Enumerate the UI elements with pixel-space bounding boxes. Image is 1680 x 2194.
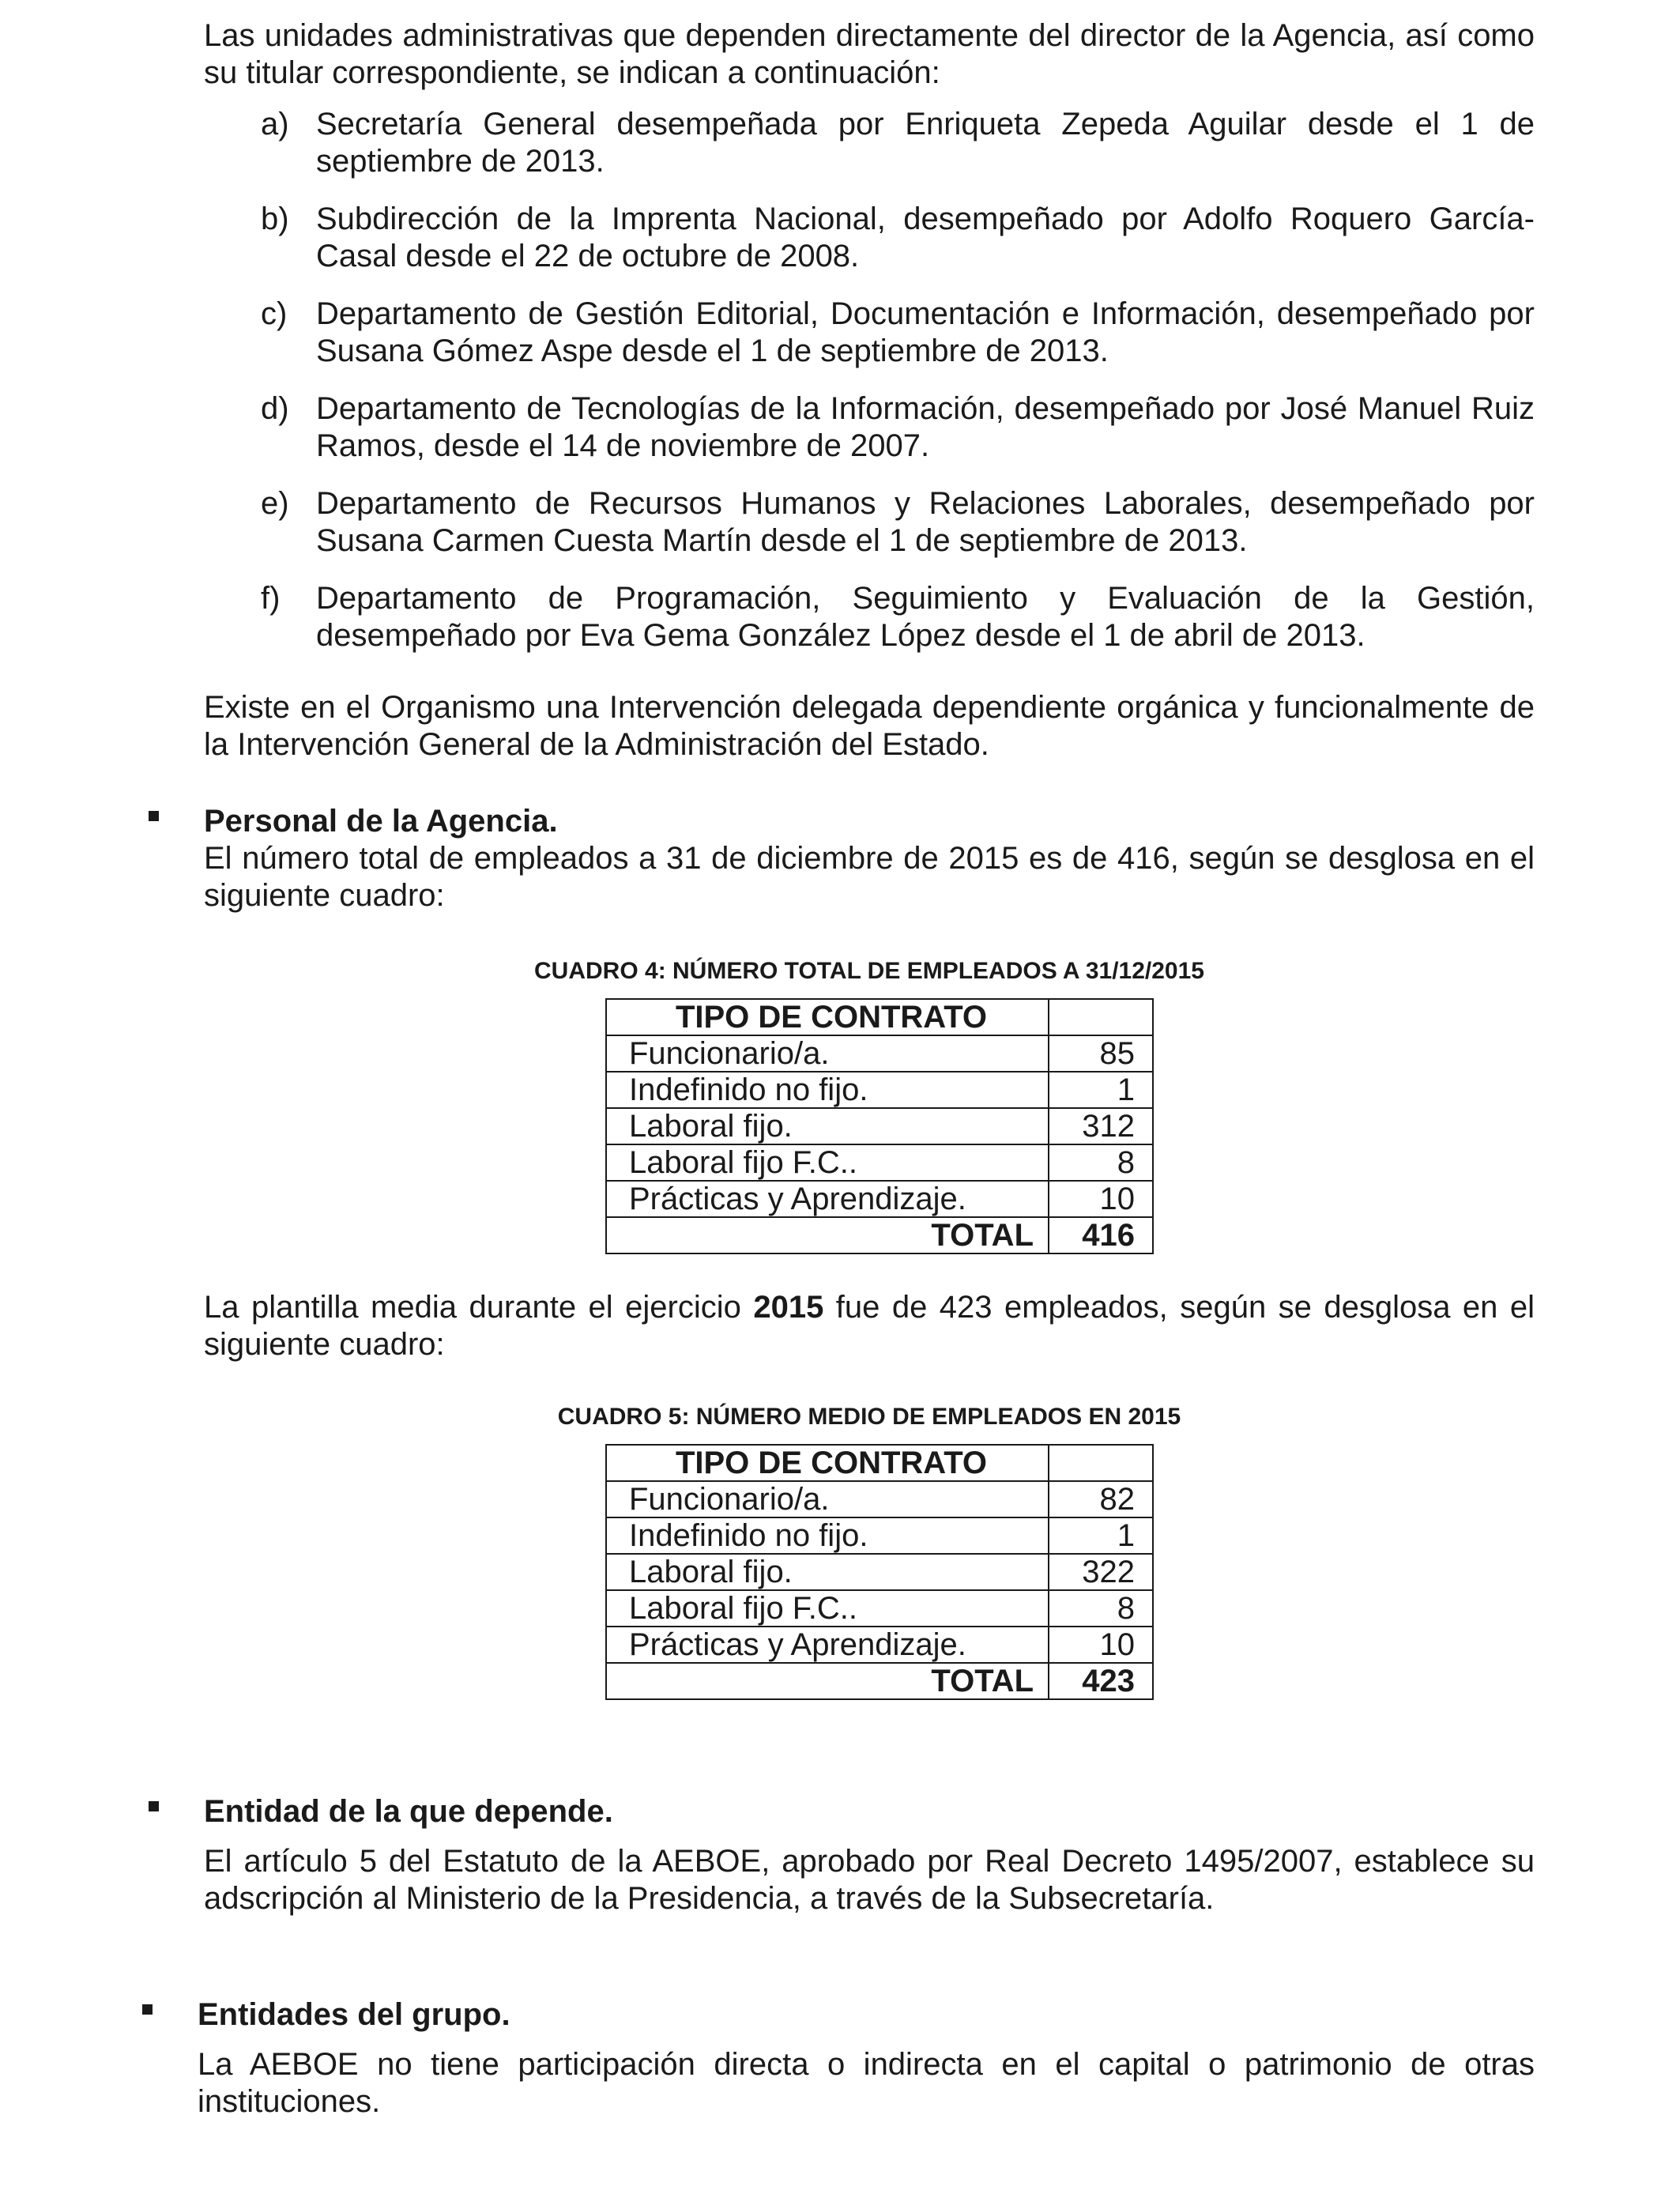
- row-label: Laboral fijo.: [606, 1554, 1049, 1590]
- row-label: Laboral fijo F.C..: [606, 1144, 1049, 1181]
- list-item-text: Subdirección de la Imprenta Nacional, desempeñado por Adolfo Roquero García-Casal desde el 22 de octubre de 2008.: [316, 202, 1535, 273]
- table-row: [606, 1072, 1153, 1108]
- section-title: Personal de la Agencia.: [204, 804, 558, 839]
- row-label: Funcionario/a.: [606, 1481, 1049, 1517]
- square-bullet-icon: [142, 2004, 153, 2015]
- column-header-blank: [1049, 999, 1153, 1035]
- column-header-blank: [1049, 1445, 1153, 1481]
- table-total-row: [606, 1217, 1153, 1253]
- column-header: TIPO DE CONTRATO: [606, 999, 1049, 1035]
- document-page: [198, 17, 1535, 2120]
- table-row: [606, 1035, 1153, 1072]
- list-item: [204, 485, 1535, 560]
- list-item-text: Departamento de Gestión Editorial, Documentación e Información, desempeñado por Susana Gómez Aspe desde el 1 de septiembre de 2013.: [316, 296, 1535, 368]
- section-grupo: [198, 1996, 1535, 2120]
- section-text: El artículo 5 del Estatuto de la AEBOE, aprobado por Real Decreto 1495/2007, establece su adscripción al Ministerio de la Presidencia, a través de la Subsecretaría.: [204, 1844, 1535, 1916]
- table-header-row: [606, 999, 1153, 1035]
- list-marker: f): [261, 581, 281, 616]
- employees-total-table: [605, 998, 1154, 1254]
- list-marker: e): [261, 486, 289, 521]
- list-marker: b): [261, 202, 289, 236]
- table-row: [606, 1144, 1153, 1181]
- row-value: 82: [1049, 1481, 1153, 1517]
- row-value: 10: [1049, 1627, 1153, 1663]
- table-row: [606, 1481, 1153, 1517]
- list-marker: a): [261, 107, 289, 141]
- total-value: 423: [1049, 1663, 1153, 1699]
- list-item: [204, 106, 1535, 180]
- section-title: Entidad de la que depende.: [204, 1794, 613, 1829]
- row-value: 312: [1049, 1108, 1153, 1144]
- row-value: 10: [1049, 1181, 1153, 1217]
- row-value: 1: [1049, 1072, 1153, 1108]
- list-item: [204, 201, 1535, 275]
- list-item-text: Departamento de Programación, Seguimiento y Evaluación de la Gestión, desempeñado por Eva Gema González López desde el 1 de abril de 2013.: [316, 581, 1535, 653]
- table-total-row: [606, 1663, 1153, 1699]
- row-label: Prácticas y Aprendizaje.: [606, 1627, 1049, 1663]
- section-text: El número total de empleados a 31 de diciembre de 2015 es de 416, según se desglosa en el siguiente cuadro:: [204, 841, 1535, 913]
- table-row: [606, 1181, 1153, 1217]
- row-label: Laboral fijo.: [606, 1108, 1049, 1144]
- intervention-paragraph: Existe en el Organismo una Intervención delegada dependiente orgánica y funcionalmente de la Intervención General de la Administración del Estado.: [204, 690, 1535, 762]
- list-item: [204, 580, 1535, 654]
- list-item-text: Secretaría General desempeñada por Enriqueta Zepeda Aguilar desde el 1 de septiembre de 2013.: [316, 107, 1535, 179]
- list-marker: c): [261, 296, 288, 331]
- intro-paragraph: Las unidades administrativas que dependen directamente del director de la Agencia, así como su titular correspondiente, se indican a continuación:: [204, 18, 1535, 90]
- list-item: [204, 390, 1535, 465]
- section-entidad: [204, 1793, 1535, 1917]
- row-value: 85: [1049, 1035, 1153, 1072]
- list-item-text: Departamento de Tecnologías de la Información, desempeñado por José Manuel Ruiz Ramos, desde el 14 de noviembre de 2007.: [316, 391, 1535, 463]
- table-row: [606, 1590, 1153, 1627]
- column-header: TIPO DE CONTRATO: [606, 1445, 1049, 1481]
- section-text: La AEBOE no tiene participación directa o indirecta en el capital o patrimonio de otras instituciones.: [198, 2047, 1535, 2119]
- row-value: 1: [1049, 1517, 1153, 1554]
- section-title: Entidades del grupo.: [198, 1997, 510, 2032]
- units-list: [204, 106, 1535, 654]
- table-header-row: [606, 1445, 1153, 1481]
- square-bullet-icon: [149, 1801, 159, 1811]
- average-text-before: La plantilla media durante el ejercicio: [204, 1290, 754, 1325]
- list-item: [204, 296, 1535, 370]
- average-text-after: fue de 423 empleados, según se desglosa en el siguiente cuadro:: [204, 1290, 1535, 1362]
- square-bullet-icon: [149, 811, 159, 821]
- total-label: TOTAL: [606, 1217, 1049, 1253]
- list-item-text: Departamento de Recursos Humanos y Relaciones Laborales, desempeñado por Susana Carmen Cuesta Martín desde el 1 de septiembre de 2013.: [316, 486, 1535, 558]
- list-marker: d): [261, 391, 289, 426]
- employees-average-table: [605, 1444, 1154, 1700]
- row-value: 8: [1049, 1590, 1153, 1627]
- total-value: 416: [1049, 1217, 1153, 1253]
- row-label: Prácticas y Aprendizaje.: [606, 1181, 1049, 1217]
- row-label: Funcionario/a.: [606, 1035, 1049, 1072]
- row-label: Indefinido no fijo.: [606, 1072, 1049, 1108]
- row-value: 8: [1049, 1144, 1153, 1181]
- table-row: [606, 1517, 1153, 1554]
- row-label: Indefinido no fijo.: [606, 1517, 1049, 1554]
- section-personal: [204, 803, 1535, 914]
- row-label: Laboral fijo F.C..: [606, 1590, 1049, 1627]
- table-caption: CUADRO 4: NÚMERO TOTAL DE EMPLEADOS A 31/12/2015: [534, 958, 1204, 984]
- total-label: TOTAL: [606, 1663, 1049, 1699]
- table-row: [606, 1554, 1153, 1590]
- table-row: [606, 1627, 1153, 1663]
- average-paragraph: [204, 1289, 1535, 1363]
- row-value: 322: [1049, 1554, 1153, 1590]
- table-row: [606, 1108, 1153, 1144]
- table-caption: CUADRO 5: NÚMERO MEDIO DE EMPLEADOS EN 2015: [557, 1404, 1181, 1430]
- average-year: 2015: [753, 1290, 824, 1325]
